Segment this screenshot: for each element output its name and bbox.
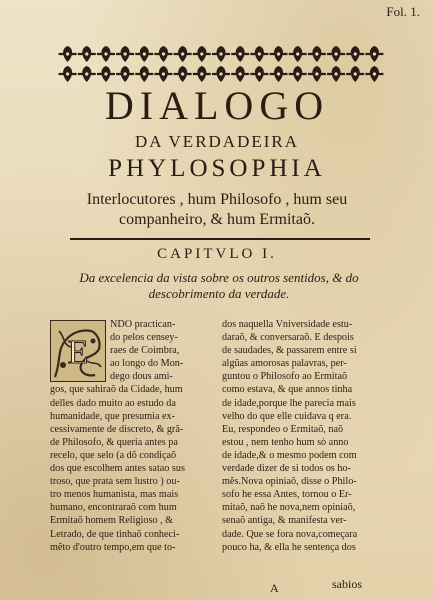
fleuron-icon — [270, 66, 288, 82]
text-line: NDO practican- — [110, 319, 176, 330]
text-line: gos, que sahiraõ da Cidade, hum — [50, 384, 183, 396]
text-line: dos naquella Vniversidade estu- — [222, 319, 353, 330]
text-line: estou , nem tenho hum sò anno — [222, 436, 349, 448]
text-line: verdade dizer de si todos os ho- — [222, 463, 352, 475]
chapter-subtitle-line-2: descobrimento da verdade. — [148, 286, 290, 301]
fleuron-icon — [116, 46, 134, 62]
fleuron-icon — [250, 46, 268, 62]
fleuron-icon — [193, 46, 211, 62]
fleuron-icon — [97, 46, 115, 62]
fleuron-icon — [365, 66, 383, 82]
folio-number: Fol. 1. — [386, 4, 420, 19]
signature-mark: A — [270, 581, 279, 595]
fleuron-icon — [308, 46, 326, 62]
fleuron-icon — [289, 46, 307, 62]
text-line: tro menos humanista, mas mais — [50, 489, 179, 501]
right-column — [222, 318, 382, 554]
text-line: delles dado muito ao estudo da — [50, 397, 176, 409]
fleuron-icon — [59, 66, 77, 82]
chapter-heading: CAPITVLO I. — [157, 246, 277, 262]
dropcap-letter: E — [67, 334, 89, 371]
text-columns — [50, 318, 384, 588]
text-line: humano, encontraraõ com hum — [50, 502, 177, 514]
text-line: ao longo do Mon- — [110, 358, 184, 370]
fleuron-icon — [365, 46, 383, 62]
fleuron-icon — [154, 66, 172, 82]
decorative-border-ornament — [58, 44, 384, 84]
text-line: recelo, que selo (a dõ condiçaõ — [50, 449, 177, 461]
text-line: humanidade, que presumia ex- — [50, 410, 176, 422]
text-line: mẽto d'outro tempo,em que to- — [50, 541, 176, 553]
text-line: de saudades, & passarem entre si — [222, 345, 357, 357]
text-line: algũas amorosas palavras, per- — [222, 358, 347, 370]
fleuron-icon — [270, 46, 288, 62]
text-line: mitaõ, naõ he nova,nem opiniaõ, — [222, 502, 356, 514]
fleuron-icon — [346, 66, 364, 82]
fleuron-icon — [135, 66, 153, 82]
catchword: sabios — [332, 577, 362, 591]
text-line: pouco ha, & ella he sentença dos — [222, 541, 356, 553]
text-line: dade. Que se fora nova,começara — [222, 528, 358, 540]
text-line: de idade,porque lhe parecia mais — [222, 397, 356, 409]
text-line: como estava, & que annos tinha — [222, 384, 353, 396]
chapter-subtitle — [64, 270, 374, 302]
interlocutores-line-1: Interlocutores , hum Philosofo , hum seu — [86, 191, 348, 208]
heading-rule — [70, 238, 370, 240]
text-line: troso, que prata sem lustro ) ou- — [50, 476, 180, 488]
text-line: Eu, respondeo o Ermitaõ, naõ — [222, 423, 344, 435]
fleuron-icon — [78, 46, 96, 62]
fleuron-icon — [78, 66, 96, 82]
fleuron-icon — [193, 66, 211, 82]
text-line: dos que escolhem antes satao sus — [50, 463, 185, 475]
fleuron-icon — [135, 46, 153, 62]
fleuron-icon — [327, 66, 345, 82]
fleuron-icon — [346, 46, 364, 62]
fleuron-icon — [250, 66, 268, 82]
fleuron-icon — [212, 66, 230, 82]
text-line: do pelos censey- — [110, 332, 178, 344]
fleuron-icon — [154, 46, 172, 62]
fleuron-icon — [97, 66, 115, 82]
text-line: velho do que elle cuidava q era. — [222, 410, 352, 422]
text-line: Letrado, de que tinhaõ conheci- — [50, 528, 180, 540]
fleuron-icon — [231, 66, 249, 82]
fleuron-icon — [212, 46, 230, 62]
text-line: cessivamente de discreto, & grã- — [50, 423, 184, 435]
title-dialogo: DIALOGO — [104, 83, 330, 128]
fleuron-icon — [231, 46, 249, 62]
text-line: dego dous ami- — [110, 371, 173, 383]
title-da-verdadeira: DA VERDADEIRA — [134, 132, 300, 151]
text-line: daraõ, & conversaraõ. E despois — [222, 332, 354, 344]
chapter-subtitle-line-1: Da excelencia da vista sobre os outros sentidos, & do — [79, 270, 359, 285]
fleuron-icon — [174, 46, 192, 62]
text-line: de Philosofo, & queria antes pa — [50, 436, 178, 448]
text-line: senaõ antiga, & manifesta ver- — [222, 515, 347, 527]
fleuron-icon — [116, 66, 134, 82]
text-line: raes de Coimbra, — [110, 345, 180, 357]
title-phylosophia: PHYLOSOPHIA — [108, 155, 326, 182]
fleuron-icon — [327, 46, 345, 62]
left-column — [50, 318, 210, 554]
fleuron-icon — [174, 66, 192, 82]
text-line: mẽs.Nova opiniaõ, disse o Philo- — [222, 476, 357, 488]
text-line: guntou o Philosofo ao Ermitaõ — [222, 371, 348, 383]
text-line: sofo he essa Antes, tornou o Er- — [222, 489, 352, 501]
text-line: de idade,& o mesmo podem com — [222, 449, 357, 461]
text-line: Ermitaõ homem Religioso , & — [50, 515, 174, 527]
fleuron-icon — [289, 66, 307, 82]
fleuron-icon — [59, 46, 77, 62]
fleuron-icon — [308, 66, 326, 82]
title-interlocutores — [0, 190, 434, 230]
interlocutores-line-2: companheiro, & hum Ermitaõ. — [119, 211, 315, 228]
